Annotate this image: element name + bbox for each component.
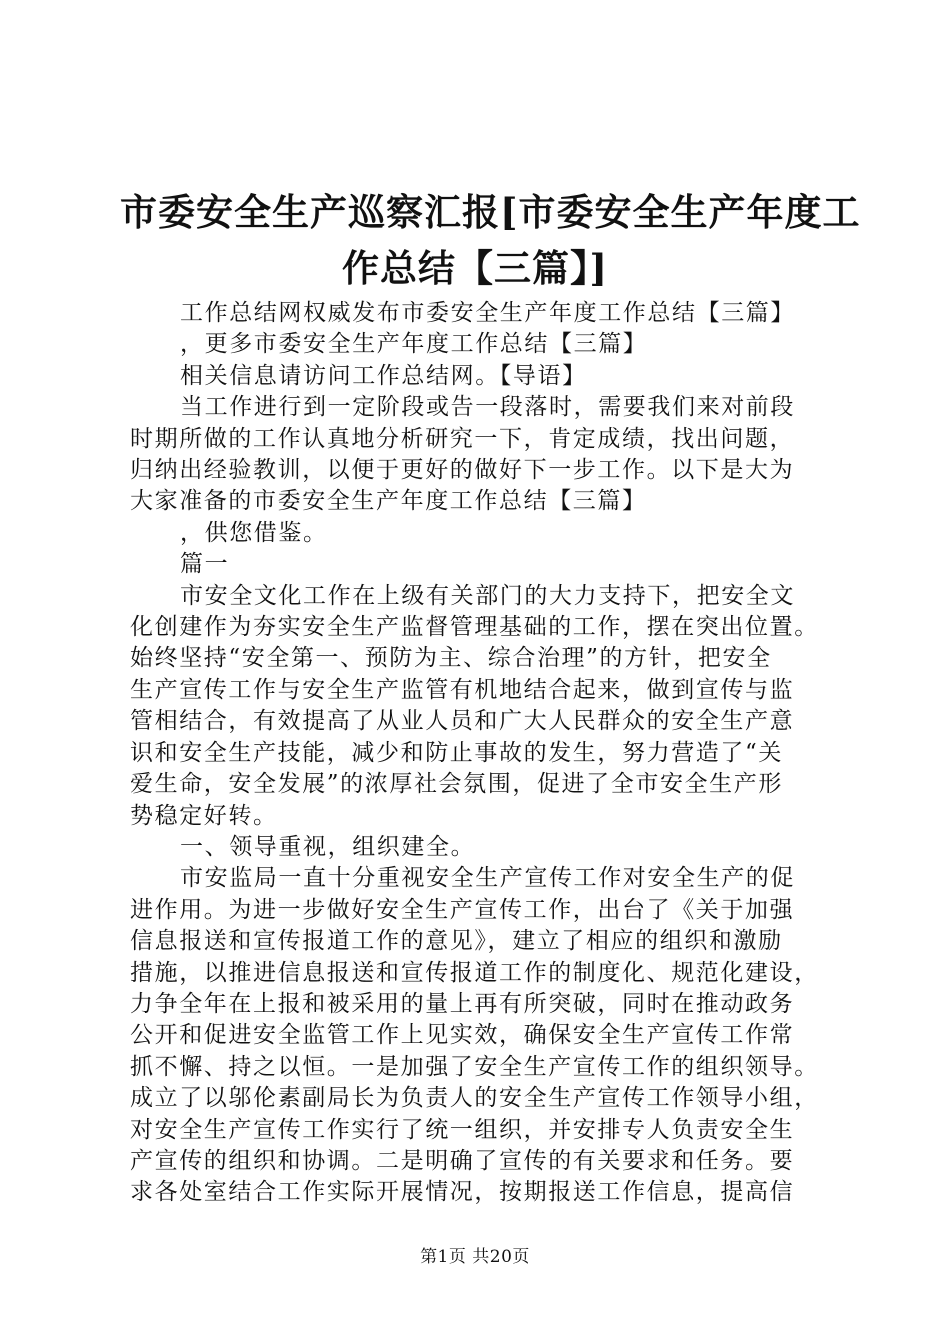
body-line: ，供您借鉴。 — [180, 519, 328, 546]
body-line: 公开和促进安全监管工作上见实效，确保安全生产宣传工作常 — [130, 1022, 795, 1049]
body-line: 识和安全生产技能，减少和防止事故的发生，努力营造了“关 — [130, 739, 783, 766]
body-line: 相关信息请访问工作总结网。【导语】 — [180, 362, 587, 389]
body-line: 一、领导重视，组织建全。 — [180, 833, 476, 860]
title-line: 作总结【三篇】] — [341, 246, 608, 290]
body-line: 始终坚持“安全第一、预防为主、综合治理”的方针，把安全 — [130, 645, 772, 672]
body-line: 化创建作为夯实安全生产监督管理基础的工作，摆在突出位置。 — [130, 614, 819, 641]
page-footer: 第1页 共20页 — [420, 1247, 530, 1267]
body-line: 抓不懈、持之以恒。一是加强了安全生产宣传工作的组织领导。 — [130, 1053, 819, 1080]
body-line: 生产宣传工作与安全生产监管有机地结合起来，做到宣传与监 — [130, 676, 795, 703]
body-line: 产宣传的组织和协调。二是明确了宣传的有关要求和任务。要 — [130, 1147, 795, 1174]
body-line: 工作总结网权威发布市委安全生产年度工作总结【三篇】 — [180, 300, 795, 326]
body-line: ，更多市委安全生产年度工作总结【三篇】 — [180, 331, 648, 358]
body-line: 管相结合，有效提高了从业人员和广大人民群众的安全生产意 — [130, 708, 795, 735]
document-title — [120, 184, 861, 296]
body-line: 市安全文化工作在上级有关部门的大力支持下，把安全文 — [180, 582, 795, 609]
body-line: 归纳出经验教训，以便于更好的做好下一步工作。以下是大为 — [130, 457, 795, 484]
body-line: 成立了以邬伦素副局长为负责人的安全生产宣传工作领导小组， — [130, 1085, 819, 1112]
body-line: 市安监局一直十分重视安全生产宣传工作对安全生产的促 — [180, 865, 795, 892]
body-line: 时期所做的工作认真地分析研究一下，肯定成绩，找出问题， — [130, 425, 795, 452]
body-line: 势稳定好转。 — [130, 802, 278, 829]
body-line: 当工作进行到一定阶段或告一段落时，需要我们来对前段 — [180, 394, 795, 421]
body-line: 篇一 — [180, 551, 230, 578]
body-line: 信息报送和宣传报道工作的意见》，建立了相应的组织和激励 — [130, 928, 783, 955]
body-line: 进作用。为进一步做好安全生产宣传工作，出台了《关于加强 — [130, 896, 795, 923]
body-line: 对安全生产宣传工作实行了统一组织，并安排专人负责安全生 — [130, 1116, 795, 1143]
body-line: 爱生命，安全发展”的浓厚社会氛围，促进了全市安全生产形 — [130, 771, 783, 798]
body-line: 大家准备的市委安全生产年度工作总结【三篇】 — [130, 488, 647, 515]
body-line: 措施，以推进信息报送和宣传报道工作的制度化、规范化建设， — [130, 959, 819, 986]
document-body — [130, 298, 845, 1209]
body-line: 求各处室结合工作实际开展情况，按期报送工作信息，提高信 — [130, 1179, 795, 1206]
title-line: 市委安全生产巡察汇报[市委安全生产年度工 — [120, 190, 861, 234]
body-line: 力争全年在上报和被采用的量上再有所突破，同时在推动政务 — [130, 990, 795, 1017]
